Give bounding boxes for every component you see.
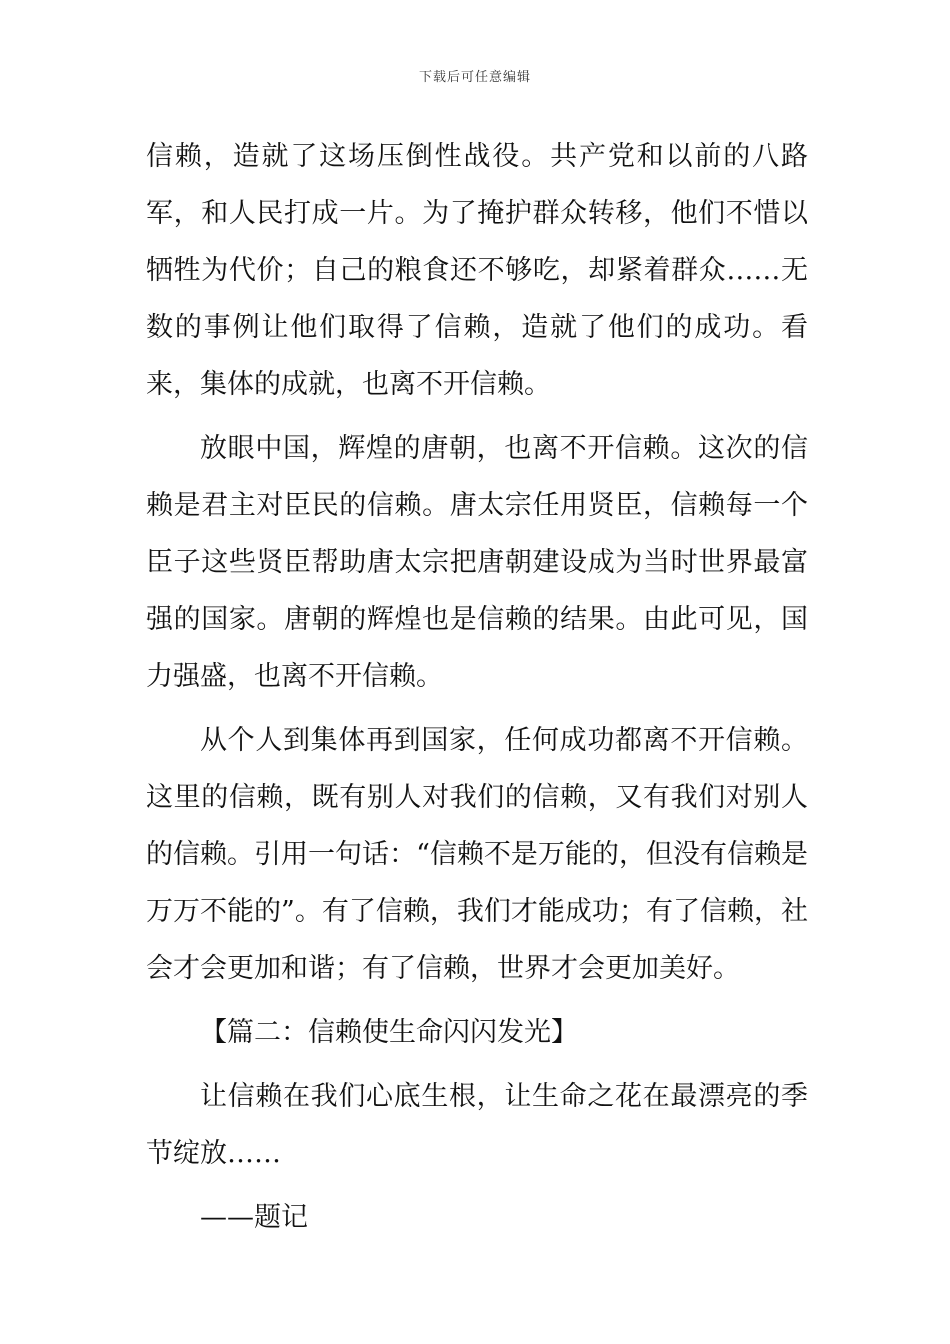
paragraph-tang-dynasty: 放眼中国，辉煌的唐朝，也离不开信赖。这次的信赖是君主对臣民的信赖。唐太宗任用贤臣，信赖每一个臣子这些贤臣帮助唐太宗把唐朝建设成为当时世界最富强的国家。唐朝的辉煌也是信赖的结果。由此可见，国力强盛，也离不开信赖。 [146, 433, 808, 692]
epigraph-attribution: ——题记 [200, 1202, 308, 1233]
paragraph-collective-trust: 信赖，造就了这场压倒性战役。共产党和以前的八路军，和人民打成一片。为了掩护群众转移，他们不惜以牺牲为代价；自己的粮食还不够吃，却紧着群众……无数的事例让他们取得了信赖，造就了他们的成功。看来，集体的成就，也离不开信赖。 [146, 141, 808, 400]
section-heading: 【篇二：信赖使生命闪闪发光】 [200, 1017, 578, 1048]
epigraph: 让信赖在我们心底生根，让生命之花在最漂亮的季节绽放…… [146, 1081, 808, 1169]
paragraph-conclusion: 从个人到集体再到国家，任何成功都离不开信赖。这里的信赖，既有别人对我们的信赖，又有我们对别人的信赖。引用一句话：“信赖不是万能的，但没有信赖是万万不能的”。有了信赖，我们才能成功；有了信赖，社会才会更加和谐；有了信赖，世界才会更加美好。 [146, 725, 808, 984]
document-body [146, 128, 808, 1246]
page-header: 下载后可任意编辑 [418, 70, 531, 85]
